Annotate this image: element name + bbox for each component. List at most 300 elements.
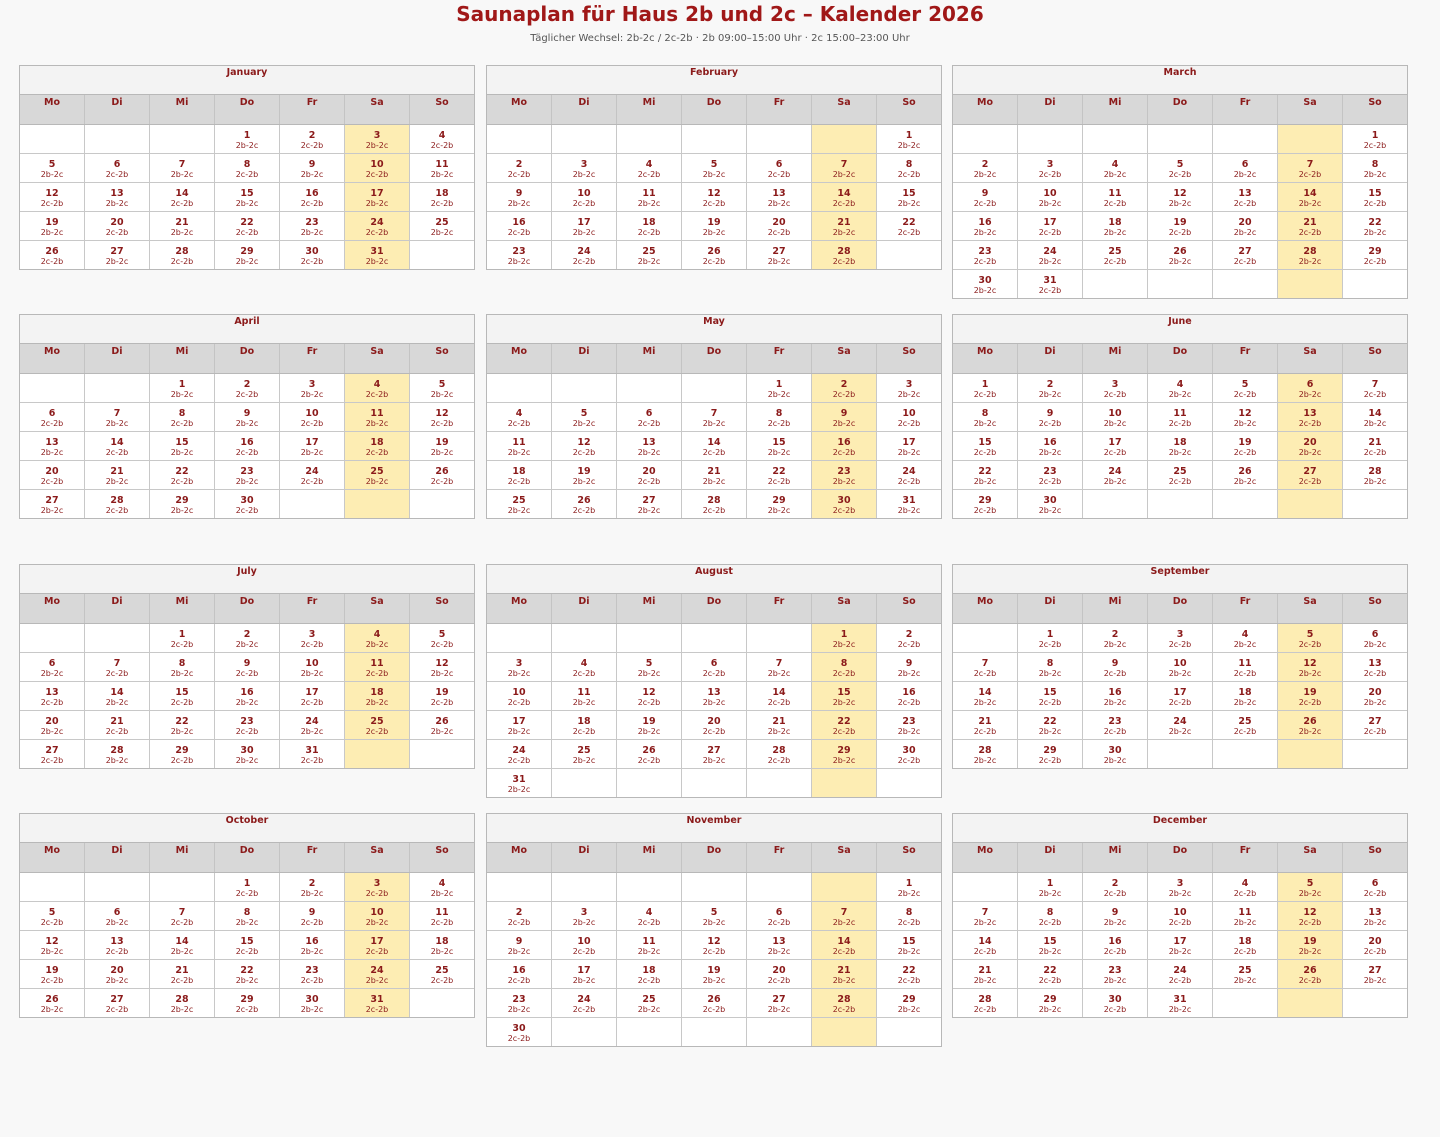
day-number: 20	[1303, 437, 1317, 448]
day-cell	[682, 490, 747, 518]
week-row	[20, 989, 474, 1017]
day-cell	[1083, 624, 1148, 652]
day-cell	[280, 241, 345, 269]
day-number: 27	[45, 745, 59, 756]
empty-cell	[747, 125, 812, 153]
day-cell	[552, 682, 617, 710]
day-cell	[812, 653, 877, 681]
day-number: 21	[772, 716, 786, 727]
schedule-label: 2b-2c	[105, 199, 129, 208]
day-cell	[215, 711, 280, 739]
day-number: 10	[1043, 188, 1057, 199]
day-cell	[345, 960, 410, 988]
week-row	[20, 125, 474, 154]
schedule-label: 2b-2c	[235, 141, 259, 150]
schedule-label: 2b-2c	[40, 669, 64, 678]
day-cell	[280, 461, 345, 489]
day-number: 15	[902, 188, 916, 199]
week-row	[487, 902, 941, 931]
empty-cell	[1018, 125, 1083, 153]
day-number: 12	[642, 687, 656, 698]
empty-cell	[1213, 125, 1278, 153]
day-number: 23	[978, 246, 992, 257]
day-number: 14	[110, 437, 124, 448]
schedule-label: 2c-2b	[637, 477, 661, 486]
month-february	[486, 65, 942, 270]
schedule-label: 2c-2b	[1233, 448, 1257, 457]
empty-cell	[552, 624, 617, 652]
weekday-label: Do	[215, 95, 280, 124]
weekday-label: Fr	[280, 95, 345, 124]
schedule-label: 2b-2c	[767, 669, 791, 678]
day-number: 30	[837, 495, 851, 506]
schedule-label: 2b-2c	[1363, 419, 1387, 428]
schedule-label: 2b-2c	[300, 669, 324, 678]
week-row	[487, 653, 941, 682]
day-cell	[682, 432, 747, 460]
schedule-label: 2c-2b	[1233, 669, 1257, 678]
day-cell	[150, 212, 215, 240]
schedule-label: 2b-2c	[1298, 448, 1322, 457]
empty-cell	[617, 624, 682, 652]
month-july	[19, 564, 475, 769]
day-cell	[1278, 873, 1343, 901]
schedule-label: 2c-2b	[300, 698, 324, 707]
schedule-label: 2c-2b	[572, 506, 596, 515]
day-cell	[215, 902, 280, 930]
day-cell	[85, 653, 150, 681]
schedule-label: 2b-2c	[1103, 419, 1127, 428]
day-number: 3	[905, 379, 913, 390]
week-row	[487, 873, 941, 902]
schedule-label: 2c-2b	[1038, 286, 1062, 295]
empty-cell	[345, 490, 410, 518]
week-row	[487, 374, 941, 403]
day-number: 20	[1368, 936, 1382, 947]
day-cell	[280, 960, 345, 988]
day-number: 5	[645, 658, 653, 669]
day-number: 12	[45, 188, 59, 199]
schedule-label: 2c-2b	[1038, 419, 1062, 428]
day-number: 25	[1238, 965, 1252, 976]
day-number: 16	[240, 687, 254, 698]
schedule-label: 2c-2b	[1103, 727, 1127, 736]
day-cell	[953, 989, 1018, 1017]
weekday-label: Mi	[150, 344, 215, 373]
schedule-label: 2b-2c	[897, 1005, 921, 1014]
day-cell	[953, 490, 1018, 518]
day-cell	[85, 740, 150, 768]
weekday-label: Mo	[20, 95, 85, 124]
schedule-label: 2b-2c	[897, 947, 921, 956]
schedule-label: 2b-2c	[1038, 448, 1062, 457]
schedule-label: 2b-2c	[897, 141, 921, 150]
empty-cell	[1278, 490, 1343, 518]
schedule-label: 2b-2c	[1103, 640, 1127, 649]
schedule-label: 2c-2b	[702, 199, 726, 208]
schedule-label: 2c-2b	[235, 1005, 259, 1014]
weekday-header	[20, 95, 474, 125]
day-cell	[747, 432, 812, 460]
schedule-label: 2c-2b	[430, 419, 454, 428]
day-cell	[20, 241, 85, 269]
day-cell	[20, 403, 85, 431]
empty-cell	[410, 740, 474, 768]
day-number: 2	[515, 907, 523, 918]
schedule-label: 2c-2b	[507, 170, 531, 179]
day-cell	[552, 931, 617, 959]
day-number: 21	[978, 965, 992, 976]
day-cell	[1278, 212, 1343, 240]
day-number: 1	[178, 379, 186, 390]
day-cell	[747, 461, 812, 489]
day-cell	[1213, 241, 1278, 269]
schedule-label: 2b-2c	[832, 640, 856, 649]
schedule-label: 2c-2b	[767, 976, 791, 985]
day-cell	[812, 989, 877, 1017]
weekday-header	[953, 594, 1407, 624]
week-row	[20, 740, 474, 768]
schedule-label: 2c-2b	[897, 918, 921, 927]
weekday-label: Do	[682, 843, 747, 872]
empty-cell	[812, 125, 877, 153]
day-number: 7	[981, 658, 989, 669]
day-number: 7	[178, 159, 186, 170]
day-cell	[552, 902, 617, 930]
week-row	[953, 873, 1407, 902]
day-cell	[617, 711, 682, 739]
weekday-label: Sa	[812, 843, 877, 872]
week-row	[20, 624, 474, 653]
schedule-label: 2c-2b	[105, 727, 129, 736]
schedule-label: 2b-2c	[897, 199, 921, 208]
day-number: 19	[642, 716, 656, 727]
day-cell	[150, 682, 215, 710]
day-number: 17	[577, 965, 591, 976]
day-number: 12	[1303, 907, 1317, 918]
day-number: 11	[1108, 188, 1122, 199]
schedule-label: 2b-2c	[572, 756, 596, 765]
day-number: 22	[902, 965, 916, 976]
day-cell	[345, 241, 410, 269]
schedule-label: 2c-2b	[637, 976, 661, 985]
day-number: 23	[512, 994, 526, 1005]
day-cell	[410, 624, 474, 652]
day-number: 28	[978, 745, 992, 756]
day-number: 8	[981, 408, 989, 419]
weekday-label: Sa	[345, 95, 410, 124]
weekday-header	[20, 843, 474, 873]
day-cell	[410, 212, 474, 240]
day-cell	[150, 624, 215, 652]
day-cell	[617, 212, 682, 240]
day-cell	[280, 931, 345, 959]
week-row	[953, 154, 1407, 183]
day-cell	[280, 212, 345, 240]
schedule-label: 2c-2b	[1233, 947, 1257, 956]
empty-cell	[747, 873, 812, 901]
day-number: 7	[840, 907, 848, 918]
day-number: 17	[902, 437, 916, 448]
weekday-label: Mo	[487, 843, 552, 872]
day-number: 8	[840, 658, 848, 669]
day-number: 2	[981, 159, 989, 170]
day-number: 1	[178, 629, 186, 640]
weekday-label: Mo	[20, 594, 85, 623]
week-row	[953, 461, 1407, 490]
day-cell	[877, 461, 941, 489]
day-cell	[877, 960, 941, 988]
schedule-label: 2c-2b	[1038, 756, 1062, 765]
schedule-label: 2c-2b	[507, 698, 531, 707]
day-cell	[20, 960, 85, 988]
day-number: 6	[1371, 878, 1379, 889]
schedule-label: 2c-2b	[105, 1005, 129, 1014]
empty-cell	[150, 125, 215, 153]
day-number: 13	[45, 687, 59, 698]
schedule-label: 2c-2b	[365, 390, 389, 399]
empty-cell	[877, 1018, 941, 1046]
empty-cell	[617, 125, 682, 153]
day-number: 4	[645, 907, 653, 918]
day-number: 2	[1111, 629, 1119, 640]
weekday-label: Sa	[345, 843, 410, 872]
schedule-label: 2b-2c	[767, 199, 791, 208]
empty-cell	[552, 374, 617, 402]
weekday-label: Do	[215, 843, 280, 872]
day-number: 25	[512, 495, 526, 506]
weekday-label: Sa	[345, 594, 410, 623]
week-row	[487, 740, 941, 769]
schedule-label: 2b-2c	[572, 170, 596, 179]
day-cell	[1278, 403, 1343, 431]
day-cell	[280, 873, 345, 901]
day-cell	[1278, 374, 1343, 402]
schedule-label: 2b-2c	[40, 448, 64, 457]
day-cell	[20, 490, 85, 518]
empty-cell	[85, 374, 150, 402]
weekday-label: Mi	[617, 344, 682, 373]
weekday-label: Di	[552, 344, 617, 373]
day-number: 15	[978, 437, 992, 448]
week-row	[953, 740, 1407, 768]
day-number: 10	[370, 907, 384, 918]
week-row	[487, 125, 941, 154]
day-cell	[953, 212, 1018, 240]
day-number: 27	[1368, 716, 1382, 727]
day-cell	[85, 154, 150, 182]
week-row	[487, 989, 941, 1018]
schedule-label: 2c-2b	[507, 419, 531, 428]
schedule-label: 2c-2b	[40, 756, 64, 765]
day-number: 28	[110, 495, 124, 506]
day-cell	[487, 461, 552, 489]
empty-cell	[20, 624, 85, 652]
empty-cell	[1278, 989, 1343, 1017]
schedule-label: 2c-2b	[170, 257, 194, 266]
day-cell	[552, 711, 617, 739]
day-cell	[1148, 183, 1213, 211]
day-number: 11	[1238, 658, 1252, 669]
schedule-label: 2c-2b	[235, 669, 259, 678]
day-cell	[85, 432, 150, 460]
weekday-header	[487, 344, 941, 374]
month-title: November	[487, 814, 941, 843]
empty-cell	[1278, 125, 1343, 153]
empty-cell	[1148, 125, 1213, 153]
day-number: 20	[1368, 687, 1382, 698]
schedule-label: 2c-2b	[235, 170, 259, 179]
schedule-label: 2b-2c	[767, 947, 791, 956]
day-number: 10	[1173, 658, 1187, 669]
empty-cell	[150, 873, 215, 901]
day-number: 17	[1108, 437, 1122, 448]
schedule-label: 2c-2b	[637, 918, 661, 927]
day-number: 24	[370, 965, 384, 976]
weekday-label: Do	[682, 344, 747, 373]
day-number: 3	[308, 629, 316, 640]
week-row	[953, 624, 1407, 653]
day-cell	[1018, 403, 1083, 431]
day-number: 4	[373, 629, 381, 640]
day-cell	[150, 461, 215, 489]
schedule-label: 2b-2c	[897, 506, 921, 515]
schedule-label: 2b-2c	[832, 918, 856, 927]
day-cell	[1083, 154, 1148, 182]
day-cell	[345, 653, 410, 681]
day-cell	[150, 653, 215, 681]
schedule-label: 2c-2b	[1298, 976, 1322, 985]
day-cell	[552, 212, 617, 240]
weekday-label: Sa	[345, 344, 410, 373]
schedule-label: 2c-2b	[1363, 257, 1387, 266]
day-number: 4	[1111, 159, 1119, 170]
day-number: 17	[512, 716, 526, 727]
weekday-label: Mi	[1083, 344, 1148, 373]
month-title: August	[487, 565, 941, 594]
day-number: 4	[1241, 629, 1249, 640]
schedule-label: 2b-2c	[637, 448, 661, 457]
day-cell	[410, 902, 474, 930]
day-cell	[877, 212, 941, 240]
schedule-label: 2c-2b	[572, 947, 596, 956]
day-number: 14	[175, 188, 189, 199]
day-cell	[682, 183, 747, 211]
day-cell	[1148, 989, 1213, 1017]
day-number: 2	[243, 379, 251, 390]
schedule-label: 2c-2b	[40, 199, 64, 208]
week-row	[953, 960, 1407, 989]
day-cell	[953, 902, 1018, 930]
week-row	[487, 960, 941, 989]
day-number: 27	[45, 495, 59, 506]
schedule-label: 2b-2c	[1038, 1005, 1062, 1014]
day-cell	[877, 989, 941, 1017]
day-number: 3	[308, 379, 316, 390]
schedule-label: 2b-2c	[300, 390, 324, 399]
day-cell	[877, 873, 941, 901]
day-cell	[215, 653, 280, 681]
empty-cell	[812, 1018, 877, 1046]
day-number: 2	[1046, 379, 1054, 390]
schedule-label: 2c-2b	[300, 640, 324, 649]
day-number: 16	[512, 217, 526, 228]
day-cell	[617, 432, 682, 460]
schedule-label: 2c-2b	[1038, 698, 1062, 707]
day-number: 18	[370, 437, 384, 448]
empty-cell	[552, 1018, 617, 1046]
week-row	[20, 653, 474, 682]
day-number: 30	[305, 246, 319, 257]
month-january	[19, 65, 475, 270]
day-cell	[1213, 154, 1278, 182]
schedule-label: 2c-2b	[832, 669, 856, 678]
weekday-label: So	[1368, 346, 1382, 357]
day-number: 18	[577, 716, 591, 727]
day-cell	[487, 241, 552, 269]
day-number: 22	[1043, 716, 1057, 727]
week-row	[953, 183, 1407, 212]
day-number: 11	[642, 188, 656, 199]
day-number: 27	[1368, 965, 1382, 976]
schedule-label: 2c-2b	[507, 1034, 531, 1043]
day-cell	[812, 960, 877, 988]
day-cell	[215, 989, 280, 1017]
day-cell	[1343, 624, 1407, 652]
day-cell	[345, 711, 410, 739]
day-cell	[487, 1018, 552, 1046]
day-number: 1	[905, 878, 913, 889]
schedule-label: 2c-2b	[365, 947, 389, 956]
week-row	[953, 711, 1407, 740]
day-number: 26	[707, 246, 721, 257]
schedule-label: 2c-2b	[365, 1005, 389, 1014]
schedule-label: 2b-2c	[507, 669, 531, 678]
day-number: 3	[1046, 159, 1054, 170]
week-row	[953, 432, 1407, 461]
schedule-label: 2b-2c	[767, 506, 791, 515]
day-cell	[215, 461, 280, 489]
schedule-label: 2c-2b	[105, 448, 129, 457]
schedule-label: 2b-2c	[300, 448, 324, 457]
day-cell	[1148, 403, 1213, 431]
weekday-label: Do	[682, 594, 747, 623]
day-number: 7	[710, 408, 718, 419]
day-number: 9	[840, 408, 848, 419]
day-number: 21	[978, 716, 992, 727]
schedule-label: 2c-2b	[300, 199, 324, 208]
week-row	[20, 374, 474, 403]
day-cell	[1213, 183, 1278, 211]
day-cell	[1083, 740, 1148, 768]
day-number: 8	[178, 408, 186, 419]
day-number: 26	[1238, 466, 1252, 477]
month-title: February	[487, 66, 941, 95]
schedule-label: 2c-2b	[300, 918, 324, 927]
schedule-label: 2c-2b	[897, 477, 921, 486]
day-cell	[410, 461, 474, 489]
schedule-label: 2c-2b	[832, 199, 856, 208]
schedule-label: 2b-2c	[1233, 976, 1257, 985]
day-cell	[1343, 682, 1407, 710]
day-number: 12	[1238, 408, 1252, 419]
day-number: 22	[175, 716, 189, 727]
day-cell	[812, 212, 877, 240]
day-cell	[812, 403, 877, 431]
day-number: 28	[837, 994, 851, 1005]
schedule-label: 2b-2c	[170, 390, 194, 399]
empty-cell	[682, 374, 747, 402]
